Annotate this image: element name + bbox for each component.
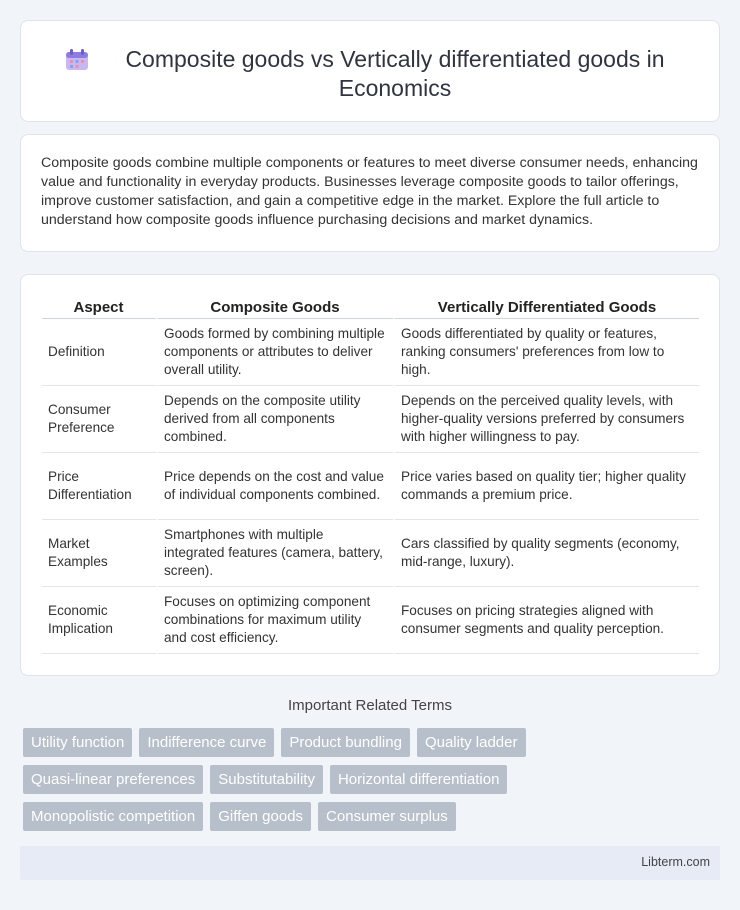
tag-row [23, 802, 723, 831]
table-header-row [42, 295, 699, 319]
intro-paragraph: Composite goods combine multiple components or features to meet diverse consumer needs, enhancing value and functionality in everyday products. Businesses leverage composite goods to tailor offerings, improve customer satisfaction, and gain a competitive edge in the market. Explore the full article to understand how composite goods influence purchasing decisions and market dynamics. [41, 155, 698, 228]
tag-utility-function[interactable]: Utility function [23, 728, 132, 757]
row-vertical: Cars classified by quality segments (economy, mid-range, luxury). [395, 520, 699, 587]
tag-substitutability[interactable]: Substitutability [210, 765, 323, 794]
related-terms-list [23, 728, 723, 839]
tag-horizontal-differentiation[interactable]: Horizontal differentiation [330, 765, 507, 794]
page-title: Composite goods vs Vertically differentiated goods in Economics [125, 46, 665, 101]
tag-quality-ladder[interactable]: Quality ladder [417, 728, 526, 757]
row-vertical: Goods differentiated by quality or features, ranking consumers' preferences from low to high. [395, 319, 699, 386]
tag-quasi-linear-preferences[interactable]: Quasi-linear preferences [23, 765, 203, 794]
table-row [42, 520, 699, 587]
table-row [42, 319, 699, 386]
comparison-card [20, 274, 720, 676]
row-vertical: Focuses on pricing strategies aligned with consumer segments and quality perception. [395, 587, 699, 654]
tag-product-bundling[interactable]: Product bundling [281, 728, 410, 757]
intro-card [20, 134, 720, 252]
footer-bar [20, 846, 720, 880]
row-aspect: Economic Implication [42, 587, 158, 654]
table-row [42, 587, 699, 654]
row-vertical: Price varies based on quality tier; higher quality commands a premium price. [395, 453, 699, 520]
comparison-table [42, 295, 699, 654]
row-composite: Goods formed by combining multiple components or attributes to deliver overall utility. [158, 319, 395, 386]
header-aspect: Aspect [42, 295, 158, 319]
tag-monopolistic-competition[interactable]: Monopolistic competition [23, 802, 203, 831]
row-aspect: Consumer Preference [42, 386, 158, 453]
row-composite: Price depends on the cost and value of individual components combined. [158, 453, 395, 520]
header-composite-goods: Composite Goods [158, 295, 395, 319]
tag-consumer-surplus[interactable]: Consumer surplus [318, 802, 456, 831]
row-aspect: Market Examples [42, 520, 158, 587]
title-card [20, 20, 720, 122]
tag-row [23, 765, 723, 794]
header-vertically-differentiated-goods: Vertically Differentiated Goods [395, 295, 699, 319]
tag-giffen-goods[interactable]: Giffen goods [210, 802, 311, 831]
tag-row [23, 728, 723, 757]
tag-indifference-curve[interactable]: Indifference curve [139, 728, 274, 757]
table-row [42, 386, 699, 453]
row-composite: Smartphones with multiple integrated features (camera, battery, screen). [158, 520, 395, 587]
row-aspect: Definition [42, 319, 158, 386]
table-row [42, 453, 699, 520]
footer-site-link[interactable]: Libterm.com [641, 855, 710, 869]
row-composite: Focuses on optimizing component combinations for maximum utility and cost efficiency. [158, 587, 395, 654]
row-composite: Depends on the composite utility derived from all components combined. [158, 386, 395, 453]
row-aspect: Price Differentiation [42, 453, 158, 520]
row-vertical: Depends on the perceived quality levels, with higher-quality versions preferred by consumers with higher willingness to pay. [395, 386, 699, 453]
related-terms-heading: Important Related Terms [288, 697, 452, 714]
